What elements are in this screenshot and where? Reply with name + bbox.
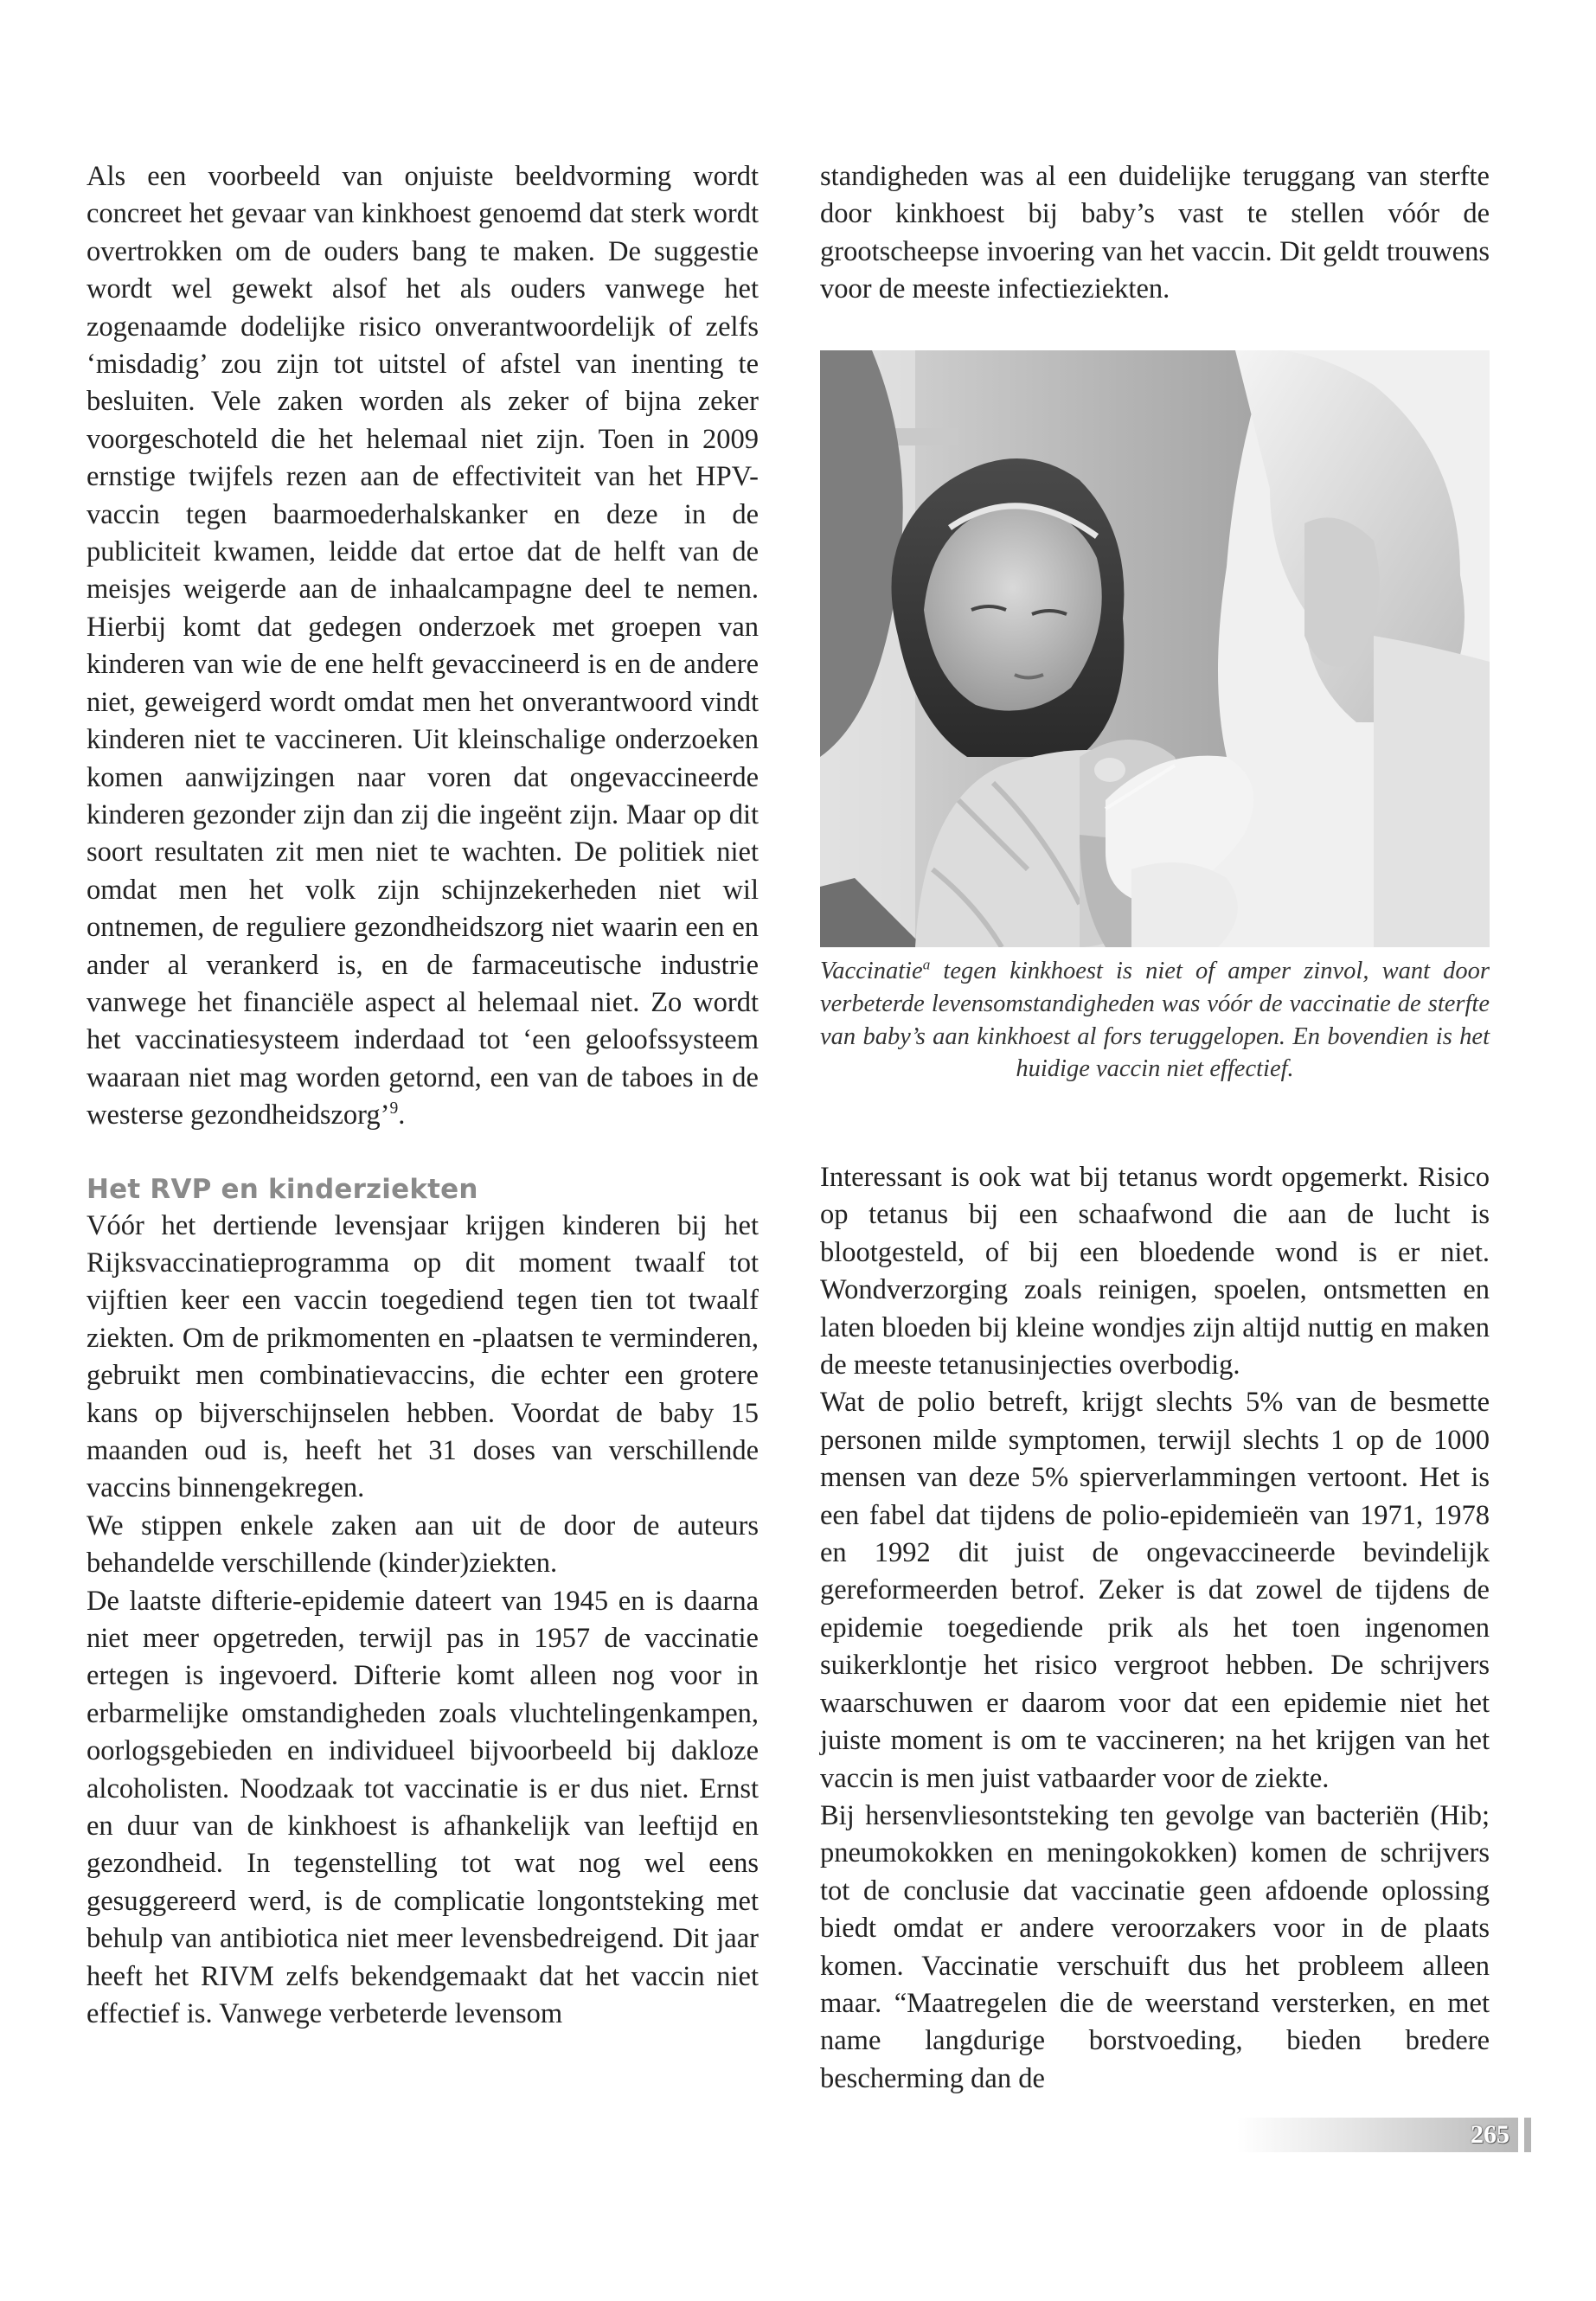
body-paragraph: Wat de polio betreft, krijgt slechts 5% van de besmette personen milde symptomen, terwijl slechts 1 op de 1000 mensen van deze 5% spierverlammingen vertoont. Het is een fabel dat tijdens de polio-epidemieën van 1971, 1978 en 1992 dit juist de ongevaccineerde bevindelijk gereformeerden betrof. Zeker is dat zowel de tijdens de epidemie toegediende prik als het toen ingenomen suikerklontje het risico vergroot hebben. De schrijvers waarschuwen er daarom voor dat een epidemie niet het juiste moment is om te vaccineren; na het krijgen van het vaccin is men juist vatbaarder voor de ziekte.	[820, 1387, 1490, 1794]
right-column-top	[820, 158, 1490, 309]
paragraph-end: .	[398, 1099, 406, 1131]
caption-footnote-reference: a	[922, 956, 931, 973]
page-number: 265	[1471, 2120, 1509, 2149]
body-paragraph: De laatste difterie-epidemie dateert van 1945 en is daarna niet meer opgetreden, terwijl pas in 1957 de vaccinatie ertegen is ingevoerd. Difterie komt alleen nog voor in erbarmelijke omstandigheden zoals vluchtelingenkampen, oorlogsgebieden en individueel bijvoorbeeld bij dakloze alcoholisten. Noodzaak tot vaccinatie is er dus niet. Ernst en duur van de kinkhoest is afhankelijk van leeftijd en gezondheid. In tegenstelling tot wat nog wel eens gesuggereerd werd, is de complicatie longontsteking met behulp van antibiotica niet meer levensbedreigend. Dit jaar heeft het RIVM zelfs bekendgemaakt dat het vaccin niet effectief is. Vanwege verbeterde levensom	[87, 1585, 759, 2030]
body-paragraph: We stippen enkele zaken aan uit de door de auteurs behandelde verschillende (kinder)ziekten.	[87, 1509, 759, 1580]
caption-text: tegen kinkhoest is niet of amper zinvol, want door verbeterde levensomstandigheden was vóór de vaccinatie de sterfte van baby’s aan kinkhoest al fors teruggelopen. En bovendien is het huidige vaccin niet effectief.	[820, 958, 1490, 1083]
caption-lead: Vaccinatie	[820, 958, 923, 984]
vaccination-photo-illustration	[820, 350, 1490, 947]
vaccination-photo	[820, 350, 1490, 947]
section-heading: Het RVP en kinderziekten	[87, 1173, 478, 1205]
body-paragraph	[87, 158, 759, 1135]
body-paragraph: Bij hersenvliesontsteking ten gevolge van bacteriën (Hib; pneumokokken en meningokokken) komen de schrijvers tot de conclusie dat vaccinatie geen afdoende oplossing biedt omdat er andere veroorzakers voor in de plaats komen. Vaccinatie verschuift dus het probleem alleen maar. “Maatregelen die de weerstand versterken, en met name langdurige borstvoeding, bieden bredere bescherming dan de	[820, 1799, 1490, 2094]
left-column	[87, 158, 759, 2034]
right-column-bottom	[820, 1159, 1490, 2098]
page-number-tab-edge	[1524, 2118, 1531, 2152]
body-paragraph: Vóór het dertiende levensjaar krijgen kinderen bij het Rijksvaccinatieprogramma op dit moment twaalf tot vijftien keer een vaccin toegediend tegen tien tot twaalf ziekten. Om de prikmomenten en -plaatsen te verminderen, gebruikt men combinatievaccins, die echter een grotere kans op bijverschijnselen hebben. Voordat de baby 15 maanden oud is, heeft het 31 doses van verschillende vaccins binnengekregen.	[87, 1209, 759, 1504]
body-paragraph: standigheden was al een duidelijke teruggang van sterfte door kinkhoest bij baby’s vast te stellen vóór de grootscheepse invoering van het vaccin. Dit geldt trouwens voor de meeste infectieziekten.	[820, 161, 1490, 305]
body-paragraph: Interessant is ook wat bij tetanus wordt opgemerkt. Risico op tetanus bij een schaafwond die aan de lucht is blootgesteld, of bij een bloedende wond is er niet. Wondverzorging zoals reinigen, spoelen, ontsmetten en laten bloeden bij kleine wondjes zijn altijd nuttig en maken de meeste tetanusinjecties overbodig.	[820, 1162, 1490, 1381]
photo-caption	[820, 955, 1490, 1086]
footnote-reference: 9	[389, 1099, 399, 1118]
paragraph-text: Als een voorbeeld van onjuiste beeldvorming wordt concreet het gevaar van kinkhoest genoemd dat sterk wordt overtrokken om de ouders bang te maken. De suggestie wordt wel gewekt alsof het als ouders vanwege het zogenaamde dodelijke risico onverantwoordelijk of zelfs ‘misdadig’ zou zijn tot uitstel of afstel van inenting te besluiten. Vele zaken worden als zeker of bijna zeker voorgeschoteld die het helemaal niet zijn. Toen in 2009 ernstige twijfels rezen aan de effectiviteit van het HPV-vaccin tegen baarmoederhalskanker en deze in de publiciteit kwamen, leidde dat ertoe dat de helft van de meisjes weigerde aan de inhaalcampagne deel te nemen. Hierbij komt dat gedegen onderzoek met groepen van kinderen van wie de ene helft gevaccineerd is en de andere niet, geweigerd wordt omdat men het onverantwoord vindt kinderen niet te vaccineren. Uit kleinschalige onderzoeken komen aanwijzingen naar voren dat ongevaccineerde kinderen gezonder zijn dan zij die ingeënt zijn. Maar op dit soort resultaten zit men niet te wachten. De politiek niet omdat men het volk zijn schijnzekerheden niet wil ontnemen, de reguliere gezondheidszorg niet waarin een en ander al verankerd is, en de farmaceutische industrie vanwege het financiële aspect al helemaal niet. Zo wordt het vaccinatiesysteem inderdaad tot ‘een geloofssysteem waaraan niet mag worden getornd, een van de taboes in de westerse gezondheidszorg’	[87, 161, 759, 1131]
